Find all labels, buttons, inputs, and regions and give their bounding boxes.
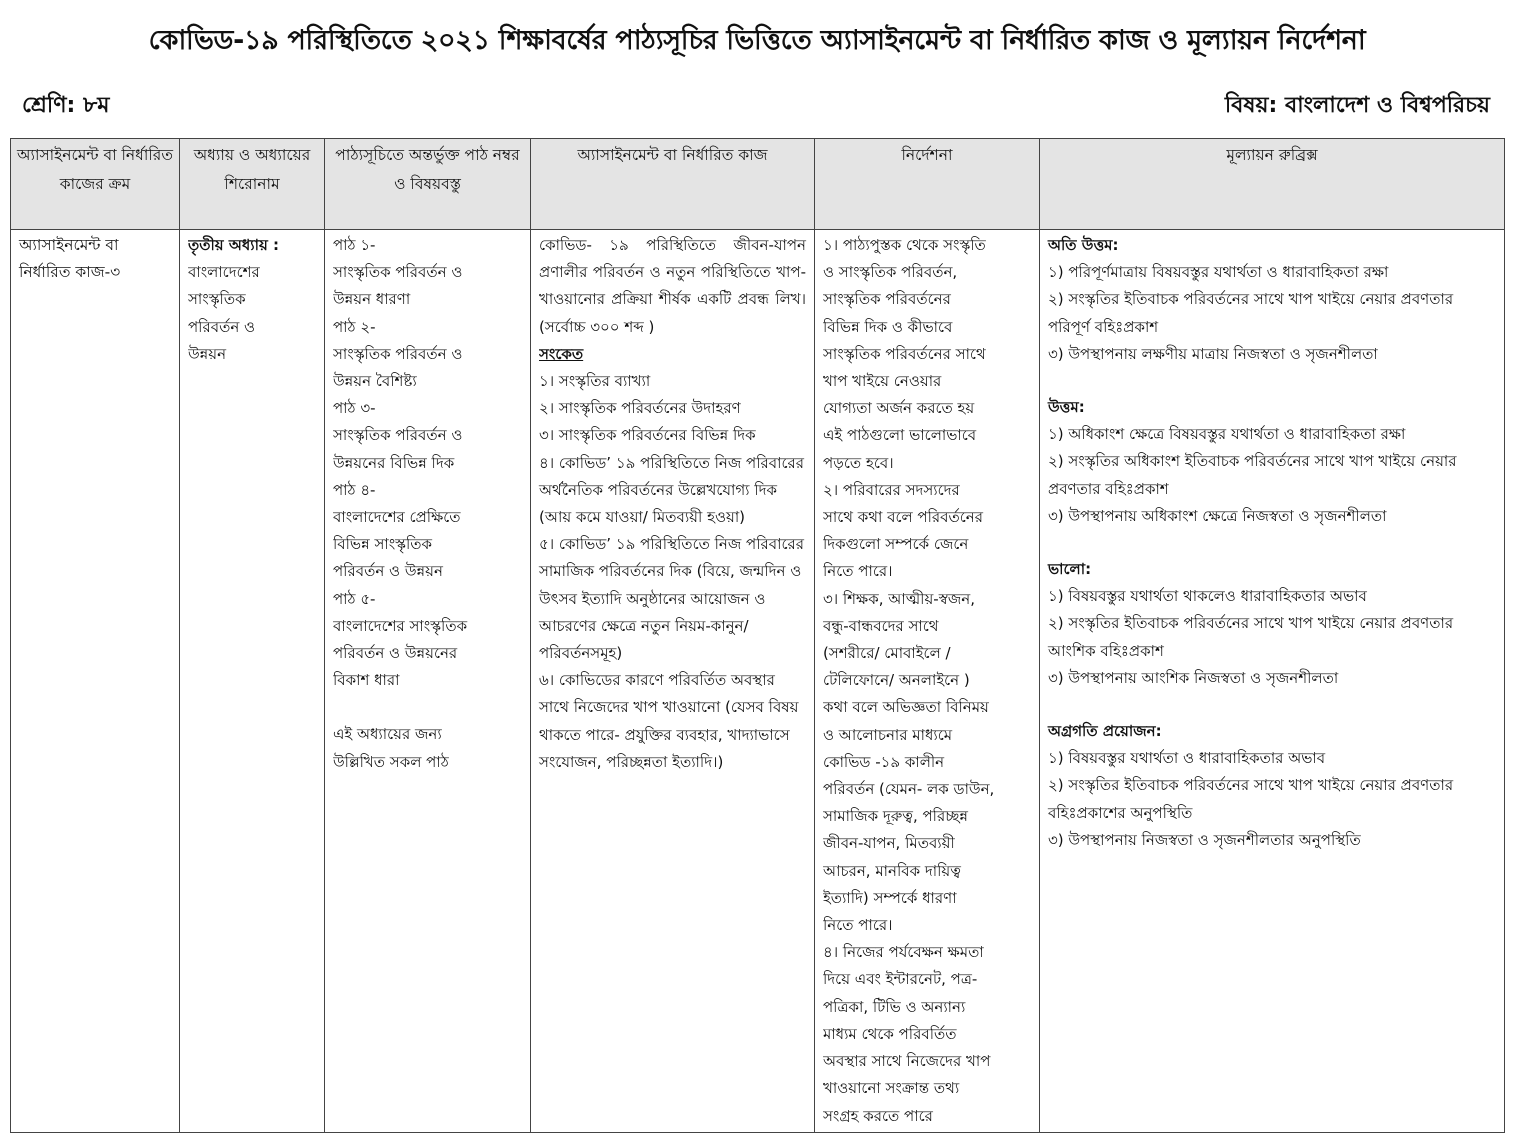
header-sequence: অ্যাসাইনমেন্ট বা নির্ধারিত কাজের ক্রম xyxy=(11,139,180,230)
instruction-line: মাধ্যম থেকে পরিবর্তিত xyxy=(823,1024,957,1043)
lesson-footer xyxy=(333,721,522,775)
rubric-section xyxy=(1048,394,1496,530)
hint-item: ৬। কোভিডের কারণে পরিবর্তিত অবস্থার সাথে নিজেদের খাপ খাওয়ানো (যেসব বিষয় থাকতে পারে- প্রযুক্তির ব্যবহার, খাদ্যাভাসে সংযোজন, পরিচ্ছন্নতা ইত্যাদি।) xyxy=(539,671,799,771)
rubric-item: ১) অধিকাংশ ক্ষেত্রে বিষয়বস্তুর যথার্থতা ও ধারাবাহিকতা রক্ষা xyxy=(1048,425,1406,444)
cell-chapter xyxy=(180,230,325,1133)
instruction-list xyxy=(823,232,1031,1130)
instruction-line: নিতে পারে। xyxy=(823,916,893,935)
rubric-level: উত্তম: xyxy=(1048,398,1085,417)
rubric-item: ২) সংস্কৃতির অধিকাংশ ইতিবাচক পরিবর্তনের সাথে খাপ খাইয়ে নেয়ার প্রবণতার বহিঃপ্রকাশ xyxy=(1048,452,1457,498)
document-title: কোভিড-১৯ পরিস্থিতিতে ২০২১ শিক্ষাবর্ষের পাঠ্যসূচির ভিত্তিতে অ্যাসাইনমেন্ট বা নির্ধারিত কাজ ও মূল্যায়ন নির্দেশনা xyxy=(148,25,1366,56)
lesson-line: পাঠ ২- xyxy=(333,317,376,336)
hint-item: ১। সংস্কৃতির ব্যাখ্যা xyxy=(539,372,651,391)
rubric-item: ৩) উপস্থাপনায় আংশিক নিজস্বতা ও সৃজনশীলতা xyxy=(1048,668,1339,687)
lesson-line: উন্নয়নের বিভিন্ন দিক xyxy=(333,453,455,472)
rubric-item: ১) বিষয়বস্তুর যথার্থতা ও ধারাবাহিকতার অভাব xyxy=(1048,749,1326,768)
lesson-line: উন্নয়ন বৈশিষ্ট্য xyxy=(333,372,417,391)
hint-item: ৫। কোভিড’ ১৯ পরিস্থিতিতে নিজ পরিবারের সামাজিক পরিবর্তনের দিক (বিয়ে, জন্মদিন ও উৎসব ইত্যাদি অনুষ্ঠানের আয়োজন ও আচরণের ক্ষেত্রে নতুন নিয়ম-কানুন/পরিবর্তনসমূহ) xyxy=(539,535,804,663)
rubric-item: ১) পরিপূর্ণমাত্রায় বিষয়বস্তুর যথার্থতা ও ধারাবাহিকতা রক্ষা xyxy=(1048,263,1389,282)
header-chapter: অধ্যায় ও অধ্যায়ের শিরোনাম xyxy=(180,139,325,230)
lesson-line: পাঠ ৫- xyxy=(333,589,376,608)
lesson-line: সাংস্কৃতিক পরিবর্তন ও xyxy=(333,426,463,445)
cell-rubric xyxy=(1040,230,1505,1133)
table-row xyxy=(11,230,1505,1133)
instruction-line: পড়তে হবে। xyxy=(823,453,894,472)
cell-sequence xyxy=(11,230,180,1133)
lesson-line: পাঠ ১- xyxy=(333,236,376,254)
instruction-line: ও সাংস্কৃতিক পরিবর্তন, xyxy=(823,263,958,282)
instruction-line: নিতে পারে। xyxy=(823,562,893,581)
header-lessons: পাঠ্যসূচিতে অন্তর্ভুক্ত পাঠ নম্বর ও বিষয়বস্তু xyxy=(325,139,531,230)
rubric-item: ১) বিষয়বস্তুর যথার্থতা থাকলেও ধারাবাহিকতার অভাব xyxy=(1048,587,1367,606)
lesson-line: পাঠ ৩- xyxy=(333,399,376,418)
chapter-title-line: পরিবর্তন ও xyxy=(188,317,256,336)
rubric-item: ২) সংস্কৃতির ইতিবাচক পরিবর্তনের সাথে খাপ খাইয়ে নেয়ার প্রবণতার পরিপূর্ণ বহিঃপ্রকাশ xyxy=(1048,290,1454,336)
instruction-line: সাথে কথা বলে পরিবর্তনের xyxy=(823,508,983,527)
header-instructions: নির্দেশনা xyxy=(815,139,1040,230)
instruction-line: জীবন-যাপন, মিতব্যয়ী xyxy=(823,834,955,853)
instruction-line: এই পাঠগুলো ভালোভাবে xyxy=(823,426,977,445)
instruction-line: অবস্থার সাথে নিজেদের খাপ xyxy=(823,1052,991,1071)
chapter-title-line: সাংস্কৃতিক xyxy=(188,290,246,309)
rubric-item: ২) সংস্কৃতির ইতিবাচক পরিবর্তনের সাথে খাপ খাইয়ে নেয়ার প্রবণতার আংশিক বহিঃপ্রকাশ xyxy=(1048,614,1454,660)
instruction-line: পত্রিকা, টিভি ও অন্যান্য xyxy=(823,997,966,1016)
instruction-line: বন্ধু-বান্ধবদের সাথে xyxy=(823,616,939,635)
lesson-line: বিকাশ ধারা xyxy=(333,671,400,690)
rubric-section xyxy=(1048,556,1496,692)
rubric-level: ভালো: xyxy=(1048,560,1092,579)
rubric-section xyxy=(1048,718,1496,854)
rubric-level: অগ্রগতি প্রয়োজন: xyxy=(1048,722,1162,741)
header-assignment: অ্যাসাইনমেন্ট বা নির্ধারিত কাজ xyxy=(531,139,815,230)
instruction-line: ২। পরিবারের সদস্যদের xyxy=(823,480,960,499)
cell-instructions xyxy=(815,230,1040,1133)
hint-list xyxy=(539,368,806,776)
instruction-line: সংগ্রহ করতে পারে xyxy=(823,1106,933,1125)
assignment-intro: কোভিড- ১৯ পরিস্থিতিতে জীবন-যাপন প্রণালীর পরিবর্তন ও নতুন পরিস্থিতিতে খাপ-খাওয়ানোর প্রক্রিয়া শীর্ষক একটি প্রবন্ধ লিখ। (সর্বোচ্চ ৩০০ শব্দ ) xyxy=(539,236,806,336)
subject-label: বিষয়: বাংলাদেশ ও বিশ্বপরিচয় xyxy=(1224,93,1490,118)
lesson-footer-line: এই অধ্যায়ের জন্য xyxy=(333,725,442,744)
rubric-list xyxy=(1048,232,1496,854)
hint-item: ৪। কোভিড’ ১৯ পরিস্থিতিতে নিজ পরিবারের অর্থনৈতিক পরিবর্তনের উল্লেখযোগ্য দিক (আয় কমে যাওয়া/ মিতব্যয়ী হওয়া) xyxy=(539,453,804,527)
lesson-footer-line: উল্লিখিত সকল পাঠ xyxy=(333,752,449,771)
rubric-level: অতি উত্তম: xyxy=(1048,236,1119,254)
instruction-line: কোভিড -১৯ কালীন xyxy=(823,752,945,771)
instruction-line: দিকগুলো সম্পর্কে জেনে xyxy=(823,535,969,554)
instruction-line: ইত্যাদি) সম্পর্কে ধারণা xyxy=(823,888,957,907)
hint-item: ২। সাংস্কৃতিক পরিবর্তনের উদাহরণ xyxy=(539,399,741,418)
chapter-title-line: বাংলাদেশের xyxy=(188,263,260,282)
instruction-line: বিভিন্ন দিক ও কীভাবে xyxy=(823,317,953,336)
lesson-line: বাংলাদেশের সাংস্কৃতিক xyxy=(333,616,468,635)
chapter-heading: তৃতীয় অধ্যায় : xyxy=(188,236,280,254)
instruction-line: খাপ খাইয়ে নেওয়ার xyxy=(823,372,942,391)
instruction-line: সাংস্কৃতিক পরিবর্তনের xyxy=(823,290,951,309)
lesson-line: সাংস্কৃতিক পরিবর্তন ও xyxy=(333,263,463,282)
lesson-line: পরিবর্তন ও উন্নয়ন xyxy=(333,562,443,581)
instruction-line: পরিবর্তন (যেমন- লক ডাউন, xyxy=(823,780,995,799)
instruction-line: ৪। নিজের পর্যবেক্ষন ক্ষমতা xyxy=(823,943,984,962)
cell-assignment xyxy=(531,230,815,1133)
rubric-item: ৩) উপস্থাপনায় অধিকাংশ ক্ষেত্রে নিজস্বতা ও সৃজনশীলতা xyxy=(1048,506,1387,525)
instruction-line: ৩। শিক্ষক, আত্মীয়-স্বজন, xyxy=(823,589,975,608)
instruction-line: সাংস্কৃতিক পরিবর্তনের সাথে xyxy=(823,344,986,363)
rubric-section xyxy=(1048,232,1496,368)
assignment-table xyxy=(10,138,1505,1133)
lesson-line: বিভিন্ন সাংস্কৃতিক xyxy=(333,535,433,554)
chapter-title-line: উন্নয়ন xyxy=(188,344,227,363)
class-label: শ্রেণি: ৮ম xyxy=(22,93,110,118)
lesson-line: বাংলাদেশের প্রেক্ষিতে xyxy=(333,508,461,527)
lesson-line: পাঠ ৪- xyxy=(333,480,376,499)
rubric-item: ২) সংস্কৃতির ইতিবাচক পরিবর্তনের সাথে খাপ খাইয়ে নেয়ার প্রবণতার বহিঃপ্রকাশের অনুপস্থিতি xyxy=(1048,776,1454,822)
instruction-line: যোগ্যতা অর্জন করতে হয় xyxy=(823,399,975,418)
instruction-line: কথা বলে অভিজ্ঞতা বিনিময় xyxy=(823,698,989,717)
header-rubric: মূল্যায়ন রুব্রিক্স xyxy=(1040,139,1505,230)
chapter-title xyxy=(188,259,316,368)
lesson-line: উন্নয়ন ধারণা xyxy=(333,290,411,309)
lesson-line: পরিবর্তন ও উন্নয়নের xyxy=(333,644,458,663)
instruction-line: খাওয়ানো সংক্রান্ত তথ্য xyxy=(823,1079,960,1098)
instruction-line: ১। পাঠ্যপুস্তক থেকে সংস্কৃতি xyxy=(823,236,986,254)
table-header-row xyxy=(11,139,1505,230)
instruction-line: সামাজিক দূরুত্ব, পরিচ্ছন্ন xyxy=(823,807,968,826)
lesson-line: সাংস্কৃতিক পরিবর্তন ও xyxy=(333,344,463,363)
hint-item: ৩। সাংস্কৃতিক পরিবর্তনের বিভিন্ন দিক xyxy=(539,426,756,445)
instruction-line: ও আলোচনার মাধ্যমে xyxy=(823,725,953,744)
sequence-text: অ্যাসাইনমেন্ট বা নির্ধারিত কাজ-৩ xyxy=(19,236,121,282)
rubric-item: ৩) উপস্থাপনায় লক্ষণীয় মাত্রায় নিজস্বতা ও সৃজনশীলতা xyxy=(1048,344,1378,363)
instruction-line: (সশরীরে/ মোবাইলে / xyxy=(823,644,951,663)
cell-lessons xyxy=(325,230,531,1133)
instruction-line: দিয়ে এবং ইন্টারনেট, পত্র- xyxy=(823,970,978,989)
hint-heading: সংকেত xyxy=(539,344,584,363)
instruction-line: আচরন, মানবিক দায়িত্ব xyxy=(823,861,961,880)
rubric-item: ৩) উপস্থাপনায় নিজস্বতা ও সৃজনশীলতার অনুপস্থিতি xyxy=(1048,830,1361,849)
instruction-line: টেলিফোনে/ অনলাইনে ) xyxy=(823,671,970,690)
lesson-list xyxy=(333,232,522,694)
